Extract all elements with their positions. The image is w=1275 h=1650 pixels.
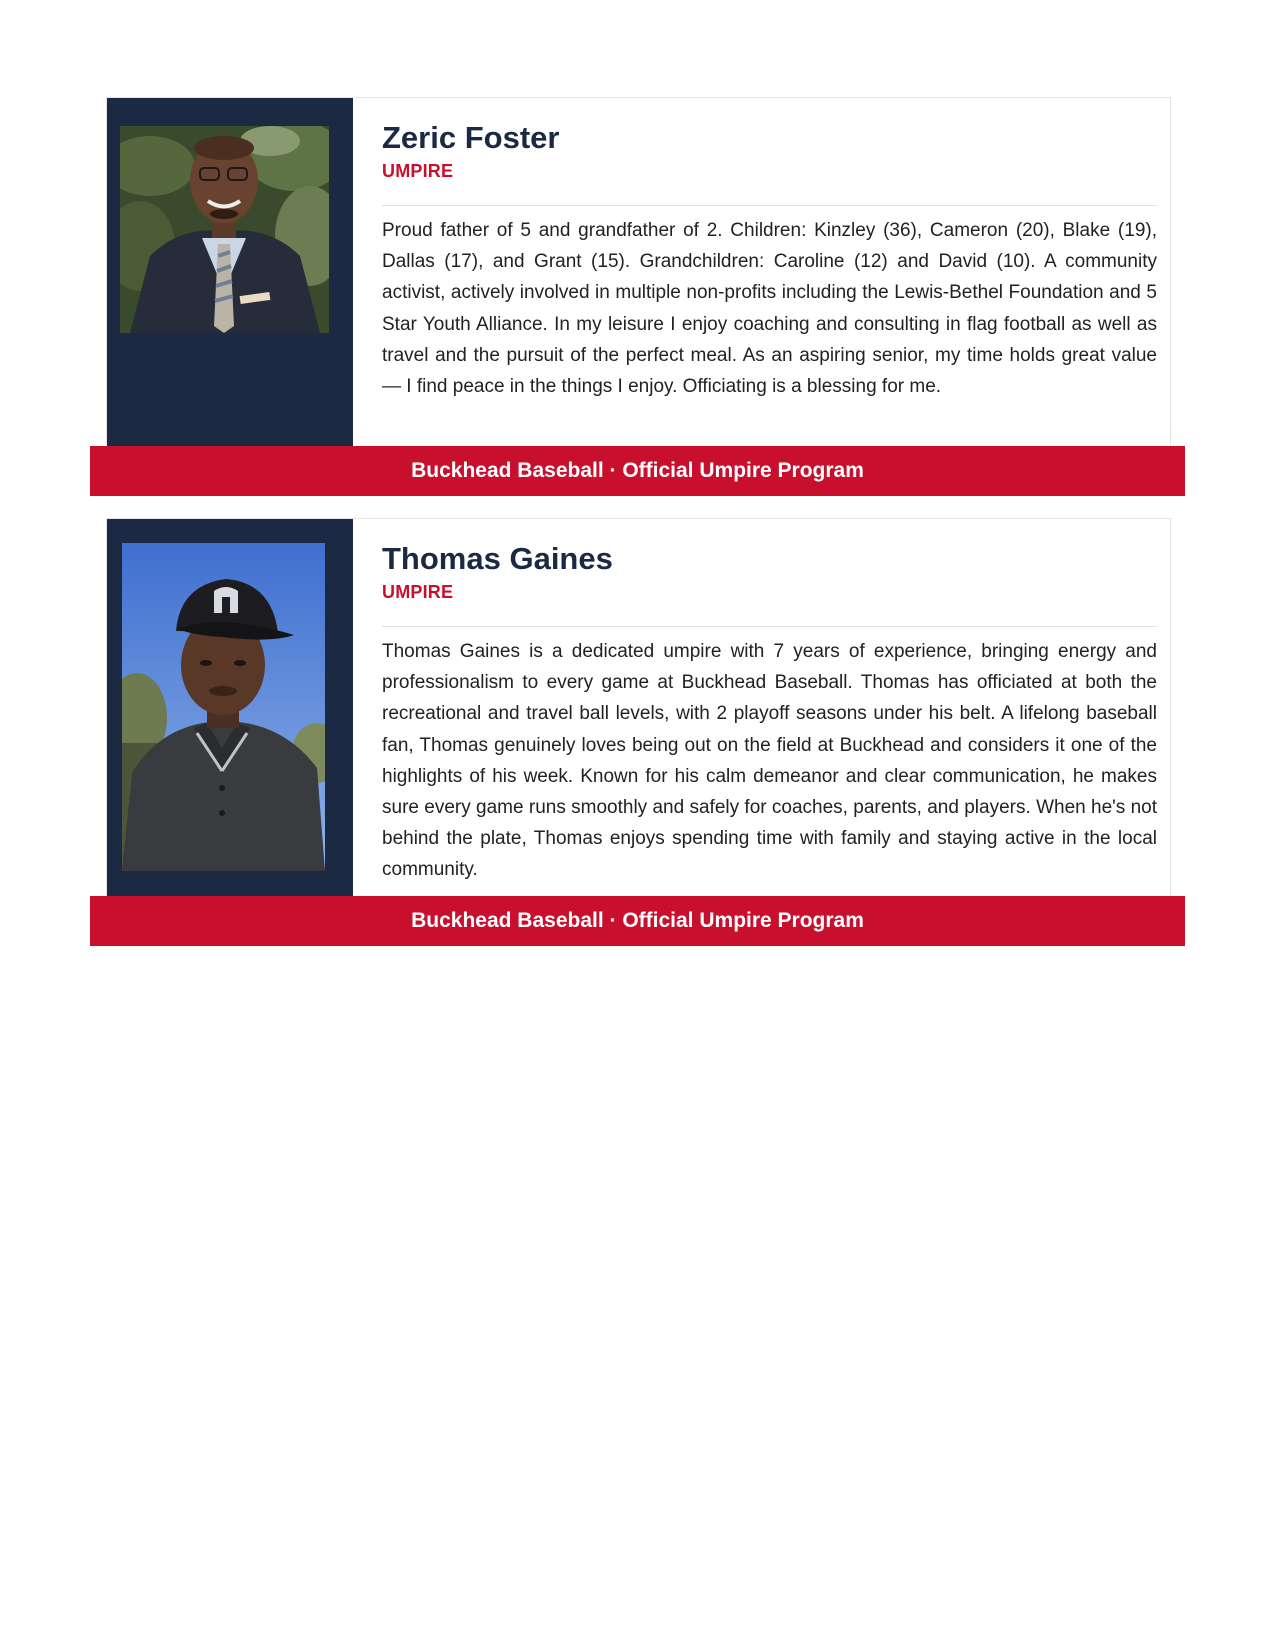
portrait-photo [120, 126, 329, 333]
profile-text [353, 98, 1170, 446]
profile-card-thomas-gaines [90, 518, 1185, 946]
profile-card-body [106, 518, 1171, 896]
profile-bio: Thomas Gaines is a dedicated umpire with 7 years of experience, bringing energy and professionalism to every game at Buckhead Baseball. Thomas has officiated at both the recreational and travel ball levels, with 2 playoff seasons under his belt. A lifelong baseball fan, Thomas genuinely loves being out on the field at Buckhead and considers it one of the highlights of his week. Known for his calm demeanor and clear communication, he makes sure every game runs smoothly and safely for coaches, parents, and players. When he's not behind the plate, Thomas enjoys spending time with family and staying active in the local community. [382, 641, 1157, 881]
profile-card-zeric-foster [90, 97, 1185, 496]
profile-role: UMPIRE [382, 582, 454, 602]
profile-bio: Proud father of 5 and grandfather of 2. Children: Kinzley (36), Cameron (20), Blake (19), Dallas (17), and Grant (15). Grandchildren: Caroline (12) and David (10). A community activist, actively involved in multiple non-profits including the Lewis-Bethel Foundation and 5 Star Youth Alliance. In my leisure I enjoy coaching and consulting in flag football as well as travel and the pursuit of the perfect meal. As an aspiring senior, my time holds great value — I find peace in the things I enjoy. Officiating is a blessing for me. [382, 220, 1157, 398]
profile-role: UMPIRE [382, 161, 454, 181]
profile-name: Zeric Foster [382, 120, 560, 155]
program-banner: Buckhead Baseball · Official Umpire Program [90, 896, 1185, 946]
profile-name: Thomas Gaines [382, 541, 613, 576]
photo-panel [107, 98, 353, 446]
photo-panel [107, 519, 353, 896]
divider [382, 205, 1157, 206]
portrait-photo [122, 543, 325, 871]
program-banner: Buckhead Baseball · Official Umpire Program [90, 446, 1185, 496]
divider [382, 626, 1157, 627]
profile-card-body [106, 97, 1171, 446]
profile-text [353, 519, 1170, 896]
